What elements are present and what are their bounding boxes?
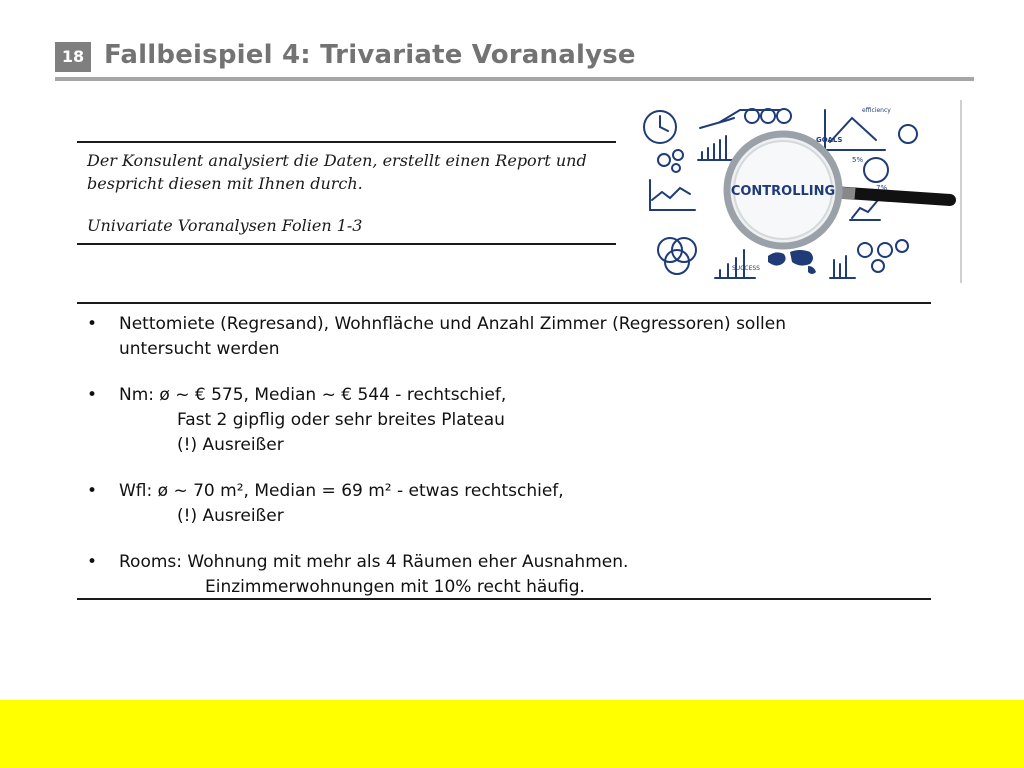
illustration-edge <box>960 100 962 283</box>
bullet-line: Nettomiete (Regresand), Wohnfläche und Anzahl Zimmer (Regressoren) sollen <box>119 314 787 334</box>
bullet-line: Wfl: ø ~ 70 m², Median = 69 m² - etwas rechtschief, <box>119 481 564 501</box>
intro-line-2: bespricht diesen mit Ihnen durch. <box>87 174 363 193</box>
bullet-line: (!) Ausreißer <box>177 506 284 526</box>
percent-label: 5% <box>852 156 864 164</box>
bullet-line: Nm: ø ~ € 575, Median ~ € 544 - rechtschief, <box>119 385 507 405</box>
bullet-line: Rooms: Wohnung mit mehr als 4 Räumen eher Ausnahmen. <box>119 552 629 572</box>
findings-box <box>77 302 931 600</box>
bullet-line: (!) Ausreißer <box>177 435 284 455</box>
bullet-line: Fast 2 gipflig oder sehr breites Plateau <box>177 410 505 430</box>
magnifier-label: CONTROLLING <box>730 184 836 199</box>
intro-textbox <box>77 141 616 245</box>
efficiency-label: efficiency <box>862 107 891 114</box>
controlling-illustration <box>640 100 958 283</box>
bullet-line: untersucht werden <box>119 339 280 359</box>
intro-line-1: Der Konsulent analysiert die Daten, erstellt einen Report und <box>87 151 587 170</box>
title-divider <box>55 77 974 81</box>
intro-line-3: Univariate Voranalysen Folien 1-3 <box>87 216 363 235</box>
slide-number-badge: 18 <box>55 42 91 72</box>
footer-bar <box>0 700 1024 768</box>
gear-icon <box>858 243 872 257</box>
goals-label: GOALS <box>816 136 843 144</box>
pie-chart-icon <box>899 125 917 143</box>
success-label: SUCCESS <box>732 265 760 272</box>
line-chart-icon <box>652 188 690 200</box>
gears-icon <box>658 154 670 166</box>
bullet-dot: • <box>87 481 98 501</box>
bullet-dot: • <box>87 385 98 405</box>
smiley-icon <box>745 109 759 123</box>
world-map-icon <box>768 250 816 274</box>
percent-label-2: 7% <box>876 184 888 192</box>
bullet-line: Einzimmerwohnungen mit 10% recht häufig. <box>205 577 585 597</box>
bullet-dot: • <box>87 314 98 334</box>
slide-title: Fallbeispiel 4: Trivariate Voranalyse <box>104 40 636 70</box>
bullet-dot: • <box>87 552 98 572</box>
